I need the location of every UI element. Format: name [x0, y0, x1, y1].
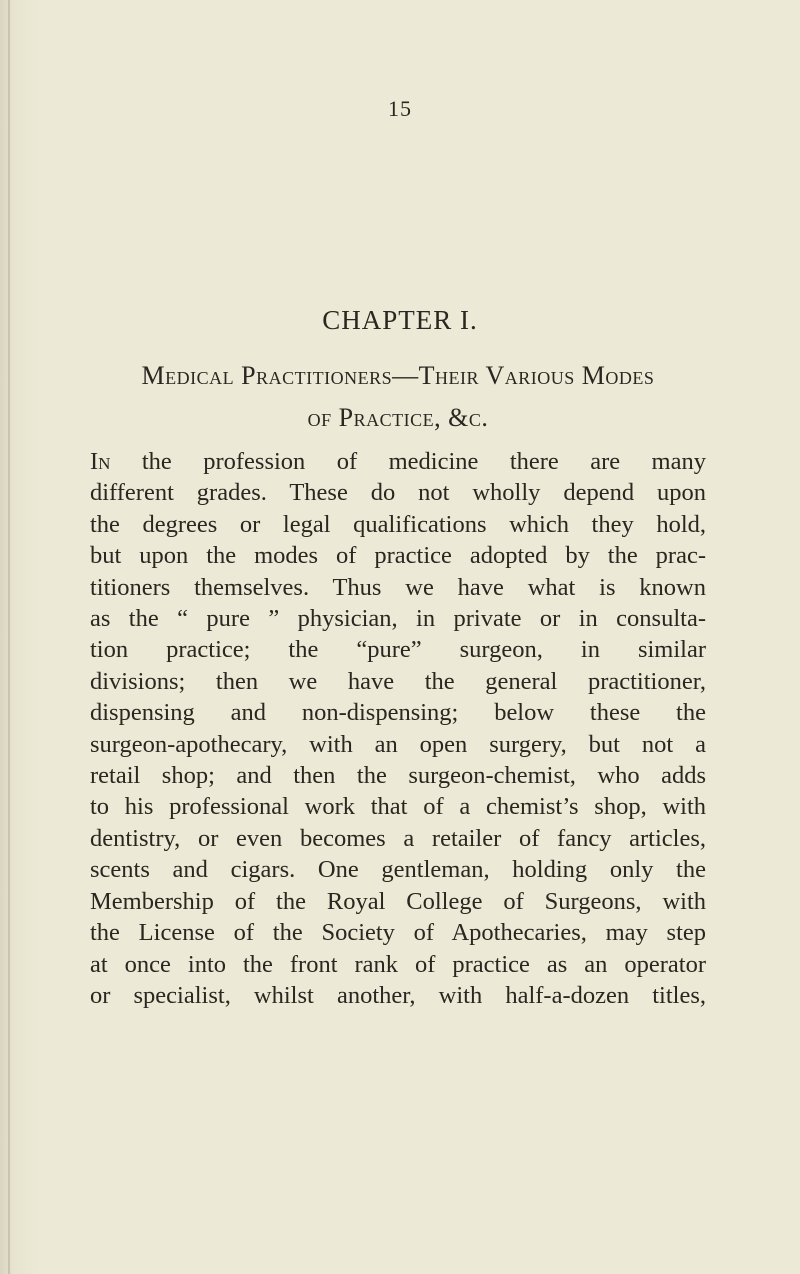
text-line: tion practice; the “pure” surgeon, in similar	[90, 636, 706, 664]
chapter-title: CHAPTER I.	[322, 305, 478, 335]
text-line: Membership of the Royal College of Surgeons, with	[90, 887, 706, 915]
text-line: to his professional work that of a chemist’s shop, with	[90, 793, 706, 821]
text-line: the License of the Society of Apothecaries, may step	[90, 919, 706, 947]
text-line: dispensing and non-dispensing; below these the	[90, 699, 706, 727]
text-line: titioners themselves. Thus we have what is known	[90, 573, 706, 601]
text-line-rest: the profession of medicine there are many	[110, 448, 706, 475]
body-paragraph	[90, 446, 706, 1011]
text-line: but upon the modes of practice adopted by the prac-	[90, 542, 706, 570]
text-line: at once into the front rank of practice as an operator	[90, 950, 706, 978]
text-line: scents and cigars. One gentleman, holding only the	[90, 856, 706, 884]
section-heading	[90, 355, 706, 439]
text-line: different grades. These do not wholly depend upon	[90, 479, 706, 507]
text-line	[90, 446, 706, 477]
drop-word: In	[90, 448, 111, 475]
text-line: dentistry, or even becomes a retailer of fancy articles,	[90, 824, 706, 852]
text-line: as the “ pure ” physician, in private or in consulta-	[90, 605, 706, 633]
page-number: 15	[388, 96, 412, 121]
text-line: the degrees or legal qualifications which they hold,	[90, 510, 706, 538]
text-line: surgeon-apothecary, with an open surgery, but not a	[90, 730, 706, 758]
section-heading-line-1: Medical Practitioners—Their Various Modes	[141, 361, 655, 390]
text-line: or specialist, whilst another, with half-a-dozen titles,	[90, 981, 706, 1009]
text-line: retail shop; and then the surgeon-chemist, who adds	[90, 762, 706, 790]
page-gutter	[8, 0, 10, 1274]
section-heading-line-2: of Practice, &c.	[307, 403, 489, 432]
text-line: divisions; then we have the general practitioner,	[90, 667, 706, 695]
